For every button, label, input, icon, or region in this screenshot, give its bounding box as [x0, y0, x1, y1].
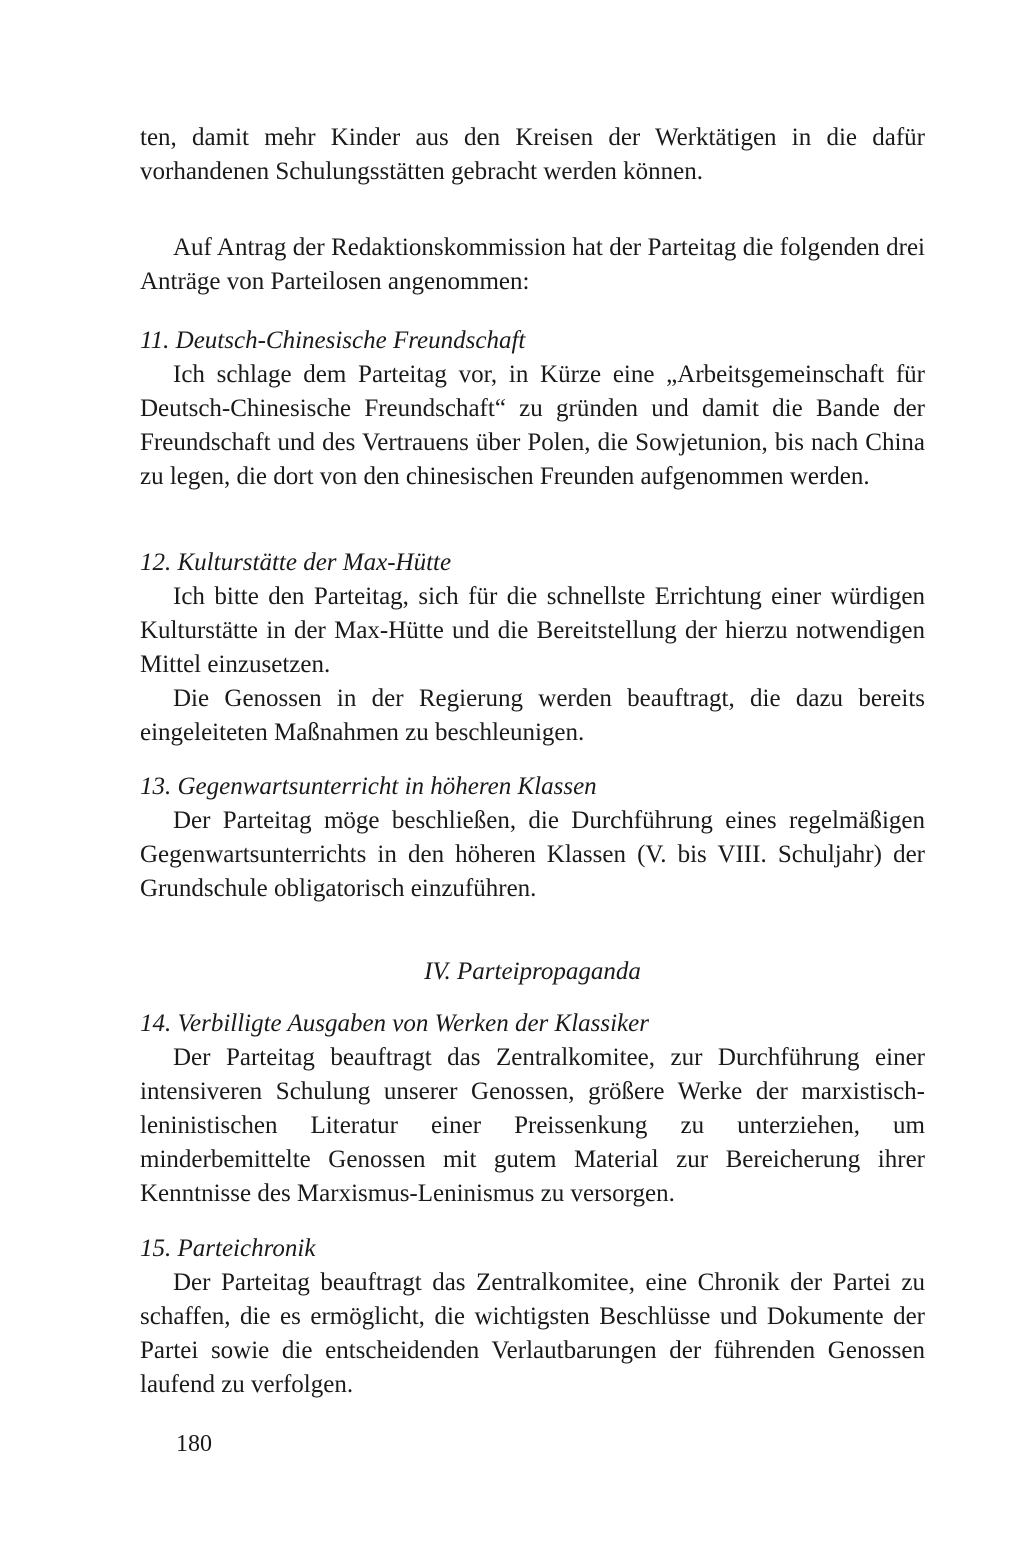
motion-15 — [140, 1232, 925, 1402]
motion-body: Ich bitte den Parteitag, sich für die schnellste Errichtung einer würdigen Kulturstätte in der Max-Hütte und die Bereitstellung der hierzu notwendigen Mittel einzusetzen. — [140, 583, 925, 678]
page-number: 180 — [176, 1431, 212, 1457]
motion-body: Der Parteitag beauftragt das Zentralkomitee, eine Chronik der Partei zu schaffen, die es ermöglicht, die wichtigsten Beschlüsse und Dokumente der Partei sowie die entscheidenden Verlautbarungen der führenden Genossen laufend zu verfolgen. — [140, 1269, 925, 1398]
motion-11 — [140, 324, 925, 494]
motion-14 — [140, 1007, 925, 1211]
motion-body: Die Genossen in der Regierung werden beauftragt, die dazu bereits eingeleiteten Maßnahmen zu beschleunigen. — [140, 685, 925, 746]
motion-heading: 12. Kulturstätte der Max-Hütte — [140, 549, 452, 576]
paragraph-text: Auf Antrag der Redaktionskommission hat der Parteitag die folgenden drei Anträge von Parteilosen angenommen: — [140, 234, 925, 295]
motion-heading: 15. Parteichronik — [140, 1235, 316, 1262]
motion-body: Ich schlage dem Parteitag vor, in Kürze eine „Arbeitsgemeinschaft für Deutsch-Chinesische Freundschaft“ zu gründen und damit die Bande der Freundschaft und des Vertrauens über Polen, die Sowjetunion, bis nach China zu legen, die dort von den chinesischen Freunden aufgenommen werden. — [140, 361, 925, 490]
paragraph-continuation — [140, 121, 925, 189]
section-title: IV. Parteipropaganda — [424, 958, 641, 985]
motion-13 — [140, 770, 925, 906]
motion-body: Der Parteitag beauftragt das Zentralkomitee, zur Durchführung einer intensiveren Schulung unserer Genossen, größere Werke der marxistisch-leninistischen Literatur einer Preissenkung zu unterziehen, um minderbemittelte Genossen mit gutem Material zur Bereicherung ihrer Kenntnisse des Marxismus-Leninismus zu versorgen. — [140, 1044, 925, 1207]
paragraph-text: ten, damit mehr Kinder aus den Kreisen der Werktätigen in die dafür vorhandenen Schulungsstätten gebracht werden können. — [140, 124, 925, 185]
motion-body: Der Parteitag möge beschließen, die Durchführung eines regelmäßigen Gegenwartsunterrichts in den höheren Klassen (V. bis VIII. Schuljahr) der Grundschule obligatorisch einzuführen. — [140, 807, 925, 902]
motion-heading: 14. Verbilligte Ausgaben von Werken der Klassiker — [140, 1010, 649, 1037]
motion-heading: 11. Deutsch-Chinesische Freundschaft — [140, 327, 526, 354]
paragraph-intro — [140, 231, 925, 299]
motion-heading: 13. Gegenwartsunterricht in höheren Klassen — [140, 773, 597, 800]
motion-12 — [140, 546, 925, 750]
